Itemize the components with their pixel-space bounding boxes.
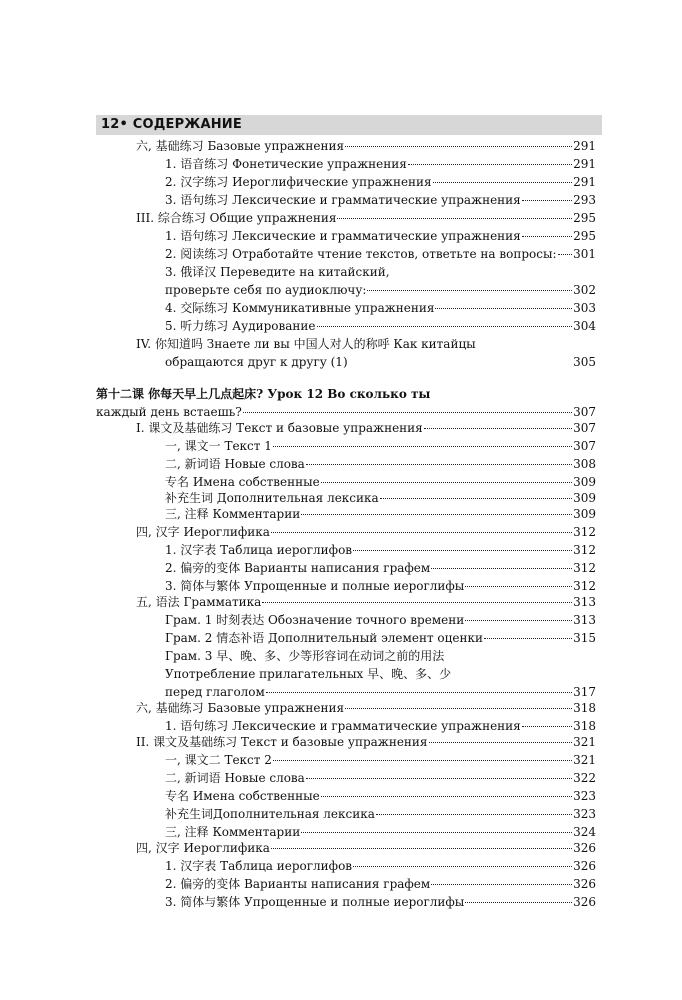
toc-entry[interactable]: 二, 新词语 Новые слова 322 — [165, 771, 596, 785]
toc-page-number: 326 — [573, 895, 596, 909]
dot-leader — [465, 902, 572, 903]
toc-page-number: 295 — [573, 211, 596, 225]
toc-entry[interactable]: каждый день встаешь? 307 — [96, 405, 596, 419]
toc-entry[interactable]: 专名 Имена собственные 323 — [165, 789, 596, 803]
dot-leader — [301, 832, 572, 833]
toc-entry[interactable]: 1. 汉字表 Таблица иероглифов 312 — [165, 543, 596, 557]
toc-entry[interactable]: 三, 注释 Комментарии 309 — [165, 507, 596, 521]
toc-entry[interactable]: 补充生词 Дополнительная лексика 309 — [165, 491, 596, 505]
toc-entry[interactable]: 5. 听力练习 Аудирование 304 — [165, 319, 596, 333]
toc-page-number: 293 — [573, 193, 596, 207]
toc-entry[interactable]: 三, 注释 Комментарии 324 — [165, 825, 596, 839]
dot-leader — [353, 550, 572, 551]
dot-leader — [522, 200, 572, 201]
toc-entry[interactable]: 四, 汉字 Иероглифика 312 — [136, 525, 596, 539]
toc-page-number: 301 — [573, 247, 596, 261]
dot-leader — [353, 866, 572, 867]
toc-entry[interactable]: проверьте себя по аудиоключу: 302 — [165, 283, 596, 297]
dot-leader — [317, 326, 573, 327]
dot-leader — [433, 182, 572, 183]
toc-page-number: 324 — [573, 825, 596, 839]
dot-leader — [465, 586, 572, 587]
dot-leader — [301, 514, 572, 515]
toc-page-number: 291 — [573, 139, 596, 153]
toc-entry[interactable]: 1. 语句练习 Лексические и грамматические упражнения 295 — [165, 229, 596, 243]
dot-leader — [380, 498, 572, 499]
page-number: 12 — [101, 117, 120, 132]
toc-entry[interactable]: 1. 语句练习 Лексические и грамматические упражнения 318 — [165, 719, 596, 733]
toc-page-number: 317 — [573, 685, 596, 699]
toc-entry[interactable]: 2. 阅读练习 Отработайте чтение текстов, ответьте на вопросы: 301 — [165, 247, 596, 261]
toc-page-number: 321 — [573, 735, 596, 749]
toc-entry[interactable]: 二, 新词语 Новые слова 308 — [165, 457, 596, 471]
toc-entry[interactable]: 五, 语法 Грамматика 313 — [136, 595, 596, 609]
toc-entry[interactable]: 1. 语音练习 Фонетические упражнения 291 — [165, 157, 596, 171]
toc-page-number: 291 — [573, 157, 596, 171]
dot-leader — [271, 532, 572, 533]
toc-entry[interactable]: Грам. 2 情态补语 Дополнительный элемент оценки 315 — [165, 631, 596, 645]
toc-page-number: 307 — [573, 439, 596, 453]
toc-entry[interactable]: 四, 汉字 Иероглифика 326 — [136, 841, 596, 855]
dot-leader — [522, 236, 572, 237]
dot-leader — [465, 620, 572, 621]
dot-leader — [424, 428, 572, 429]
toc-page-number: 312 — [573, 543, 596, 557]
toc-page-number: 315 — [573, 631, 596, 645]
dot-leader — [273, 446, 572, 447]
dot-leader — [306, 778, 572, 779]
dot-leader — [429, 742, 573, 743]
toc-page-number: 313 — [573, 613, 596, 627]
toc-entry[interactable]: 专名 Имена собственные 309 — [165, 475, 596, 489]
lesson-heading: 第十二课 你每天早上几点起床? Урок 12 Во сколько ты — [96, 387, 431, 401]
dot-leader — [321, 796, 572, 797]
toc-entry[interactable]: 一, 课文一 Текст 1 307 — [165, 439, 596, 453]
dot-leader — [345, 708, 572, 709]
toc-entry[interactable]: 六, 基础练习 Базовые упражнения 291 — [136, 139, 596, 153]
dot-leader — [306, 464, 572, 465]
toc-line: IV. 你知道吗 Знаете ли вы 中国人对人的称呼 Как китайцы — [136, 337, 476, 351]
dot-leader — [431, 568, 572, 569]
toc-entry[interactable]: 3. 简体与繁体 Упрощенные и полные иероглифы 326 — [165, 895, 596, 909]
dot-leader — [321, 482, 572, 483]
toc-entry[interactable]: Грам. 1 时刻表达 Обозначение точного времени 313 — [165, 613, 596, 627]
toc-page-number: 307 — [573, 421, 596, 435]
dot-leader — [243, 412, 572, 413]
toc-page-number: 309 — [573, 507, 596, 521]
dot-leader — [522, 726, 572, 727]
dot-leader — [262, 602, 572, 603]
toc-line: 3. 俄译汉 Переведите на китайский, — [165, 265, 390, 279]
toc-entry[interactable]: 2. 偏旁的变体 Варианты написания графем 326 — [165, 877, 596, 891]
toc-entry[interactable]: перед глаголом 317 — [165, 685, 596, 699]
toc-page-number: 318 — [573, 701, 596, 715]
toc-page-number: 326 — [573, 877, 596, 891]
toc-entry[interactable]: II. 课文及基础练习 Текст и базовые упражнения 321 — [136, 735, 596, 749]
toc-page-number: 326 — [573, 841, 596, 855]
toc-line: Грам. 3 早、晚、多、少等形容词在动词之前的用法 — [165, 649, 445, 663]
toc-entry[interactable]: 2. 偏旁的变体 Варианты написания графем 312 — [165, 561, 596, 575]
dot-leader — [408, 164, 572, 165]
toc-page-number: 295 — [573, 229, 596, 243]
header-title: СОДЕРЖАНИЕ — [132, 117, 242, 132]
dot-leader — [349, 362, 572, 363]
toc-page-number: 309 — [573, 475, 596, 489]
toc-page-number: 307 — [573, 405, 596, 419]
toc-entry[interactable]: 一, 课文二 Текст 2 321 — [165, 753, 596, 767]
toc-page-number: 308 — [573, 457, 596, 471]
toc-entry[interactable]: 1. 汉字表 Таблица иероглифов 326 — [165, 859, 596, 873]
toc-entry[interactable]: 3. 简体与繁体 Упрощенные и полные иероглифы 312 — [165, 579, 596, 593]
dot-leader — [337, 218, 572, 219]
toc-page-number: 291 — [573, 175, 596, 189]
toc-entry[interactable]: 3. 语句练习 Лексические и грамматические упражнения 293 — [165, 193, 596, 207]
dot-leader — [558, 254, 572, 255]
toc-page-number: 304 — [573, 319, 596, 333]
toc-page-number: 313 — [573, 595, 596, 609]
toc-page-number: 312 — [573, 525, 596, 539]
toc-entry[interactable]: 2. 汉字练习 Иероглифические упражнения 291 — [165, 175, 596, 189]
toc-page-number: 302 — [573, 283, 596, 297]
toc-page-number: 322 — [573, 771, 596, 785]
toc-page-number: 326 — [573, 859, 596, 873]
toc-page-number: 312 — [573, 579, 596, 593]
dot-leader — [271, 848, 572, 849]
toc-page-number: 309 — [573, 491, 596, 505]
toc-entry[interactable]: 4. 交际练习 Коммуникативные упражнения 303 — [165, 301, 596, 315]
toc-entry[interactable]: 补充生词Дополнительная лексика 323 — [165, 807, 596, 821]
toc-page-number: 303 — [573, 301, 596, 315]
dot-leader — [367, 290, 572, 291]
dot-leader — [376, 814, 572, 815]
dot-leader — [484, 638, 572, 639]
toc-page-number: 323 — [573, 807, 596, 821]
dot-leader — [273, 760, 572, 761]
toc-entry[interactable]: III. 综合练习 Общие упражнения 295 — [136, 211, 596, 225]
dot-leader — [266, 692, 572, 693]
header-bullet: • — [119, 117, 129, 132]
toc-page-number: 321 — [573, 753, 596, 767]
toc-page-number: 305 — [573, 355, 596, 369]
dot-leader — [431, 884, 572, 885]
toc-entry[interactable]: 六, 基础练习 Базовые упражнения 318 — [136, 701, 596, 715]
toc-entry[interactable]: обращаются друг к другу (1) 305 — [165, 355, 596, 369]
toc-page-number: 323 — [573, 789, 596, 803]
toc-page-number: 312 — [573, 561, 596, 575]
toc-entry[interactable]: I. 课文及基础练习 Текст и базовые упражнения 307 — [136, 421, 596, 435]
toc-line: Употребление прилагательных 早、晚、多、少 — [165, 667, 452, 681]
running-header — [101, 116, 242, 134]
dot-leader — [435, 308, 572, 309]
dot-leader — [345, 146, 572, 147]
toc-page-number: 318 — [573, 719, 596, 733]
